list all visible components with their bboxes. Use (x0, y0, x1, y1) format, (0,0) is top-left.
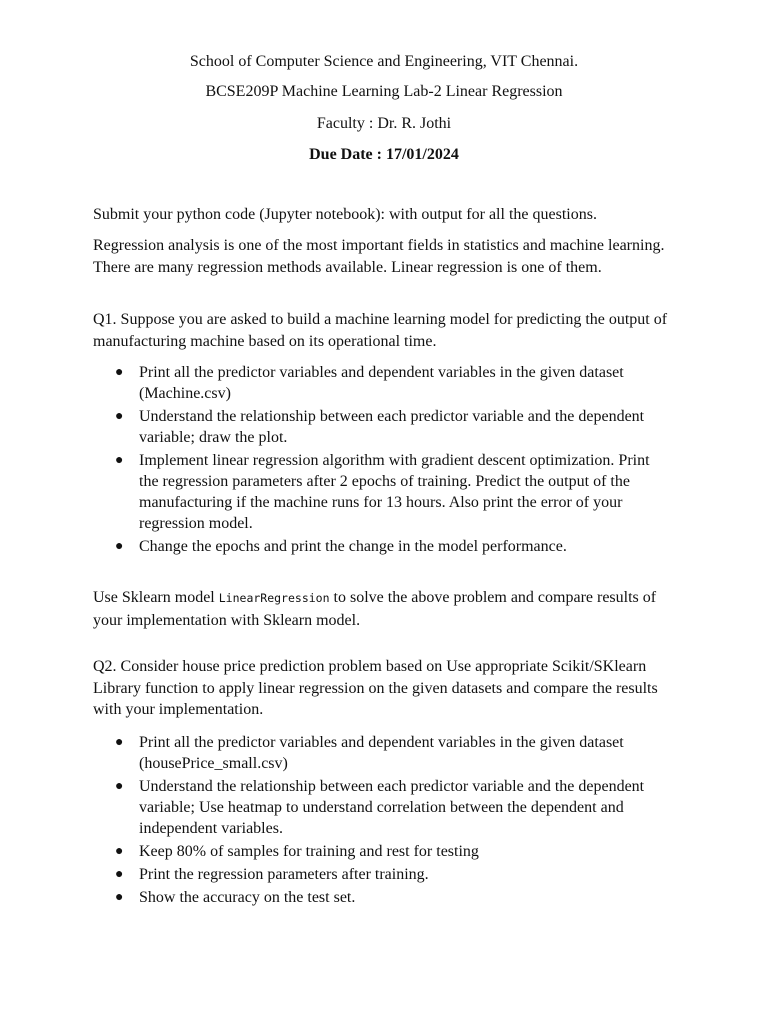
bullet-icon: ● (115, 409, 124, 424)
bullet-icon: ● (115, 867, 124, 882)
sklearn-prefix: Use Sklearn model (93, 589, 219, 606)
bullet-icon: ● (115, 453, 124, 468)
bullet-icon: ● (115, 735, 124, 750)
faculty-line: Faculty : Dr. R. Jothi (316, 115, 452, 132)
regression-intro: Regression analysis is one of the most important fields in statistics and machine learning. There are many regression methods available. Linear regression is one of them. (93, 237, 665, 276)
list-item (93, 450, 653, 534)
list-item (93, 887, 653, 908)
course-title: BCSE209P Machine Learning Lab-2 Linear Regression (205, 83, 563, 100)
list-item (93, 864, 653, 885)
list-item (93, 362, 653, 404)
list-item (93, 732, 653, 774)
q1-question: Q1. Suppose you are asked to build a machine learning model for predicting the output of manufacturing machine based on its operational time. (93, 311, 668, 350)
list-item-text: Implement linear regression algorithm with gradient descent optimization. Print the regression parameters after 2 epochs of training. Predict the output of the manufacturing if the machine runs for 13 hours. Also print the error of your regression model. (139, 452, 650, 532)
q2-question: Q2. Consider house price prediction problem based on Use appropriate Scikit/SKlearn Library function to apply linear regression on the given datasets and compare the results with your implementation. (93, 658, 658, 718)
submit-instruction: Submit your python code (Jupyter notebook): with output for all the questions. (93, 206, 597, 223)
q2-task-list (93, 732, 653, 910)
bullet-icon: ● (115, 779, 124, 794)
bullet-icon: ● (115, 890, 124, 905)
list-item-text: Print all the predictor variables and dependent variables in the given dataset (Machine.csv) (139, 364, 624, 402)
q1-task-list (93, 362, 653, 559)
list-item-text: Change the epochs and print the change in the model performance. (139, 538, 567, 555)
list-item-text: Understand the relationship between each predictor variable and the dependent variable; Use heatmap to understand correlation between the dependent and independent variables. (139, 778, 645, 837)
list-item (93, 841, 653, 862)
sklearn-instruction (93, 587, 683, 631)
sklearn-suffix: to solve the above problem and compare results of your implementation with Sklearn model. (93, 589, 657, 629)
bullet-icon: ● (115, 365, 124, 380)
list-item-text: Print all the predictor variables and dependent variables in the given dataset (housePrice_small.csv) (139, 734, 624, 772)
bullet-icon: ● (115, 844, 124, 859)
school-heading: School of Computer Science and Engineering, VIT Chennai. (189, 53, 579, 70)
sklearn-code: LinearRegression (218, 591, 330, 605)
list-item-text: Print the regression parameters after training. (139, 866, 429, 883)
list-item (93, 536, 653, 557)
due-date: Due Date : 17/01/2024 (309, 146, 459, 163)
list-item (93, 406, 653, 448)
list-item-text: Understand the relationship between each predictor variable and the dependent variable; draw the plot. (139, 408, 645, 446)
list-item (93, 776, 653, 839)
list-item-text: Keep 80% of samples for training and rest for testing (139, 843, 479, 860)
bullet-icon: ● (115, 539, 124, 554)
list-item-text: Show the accuracy on the test set. (139, 889, 356, 906)
